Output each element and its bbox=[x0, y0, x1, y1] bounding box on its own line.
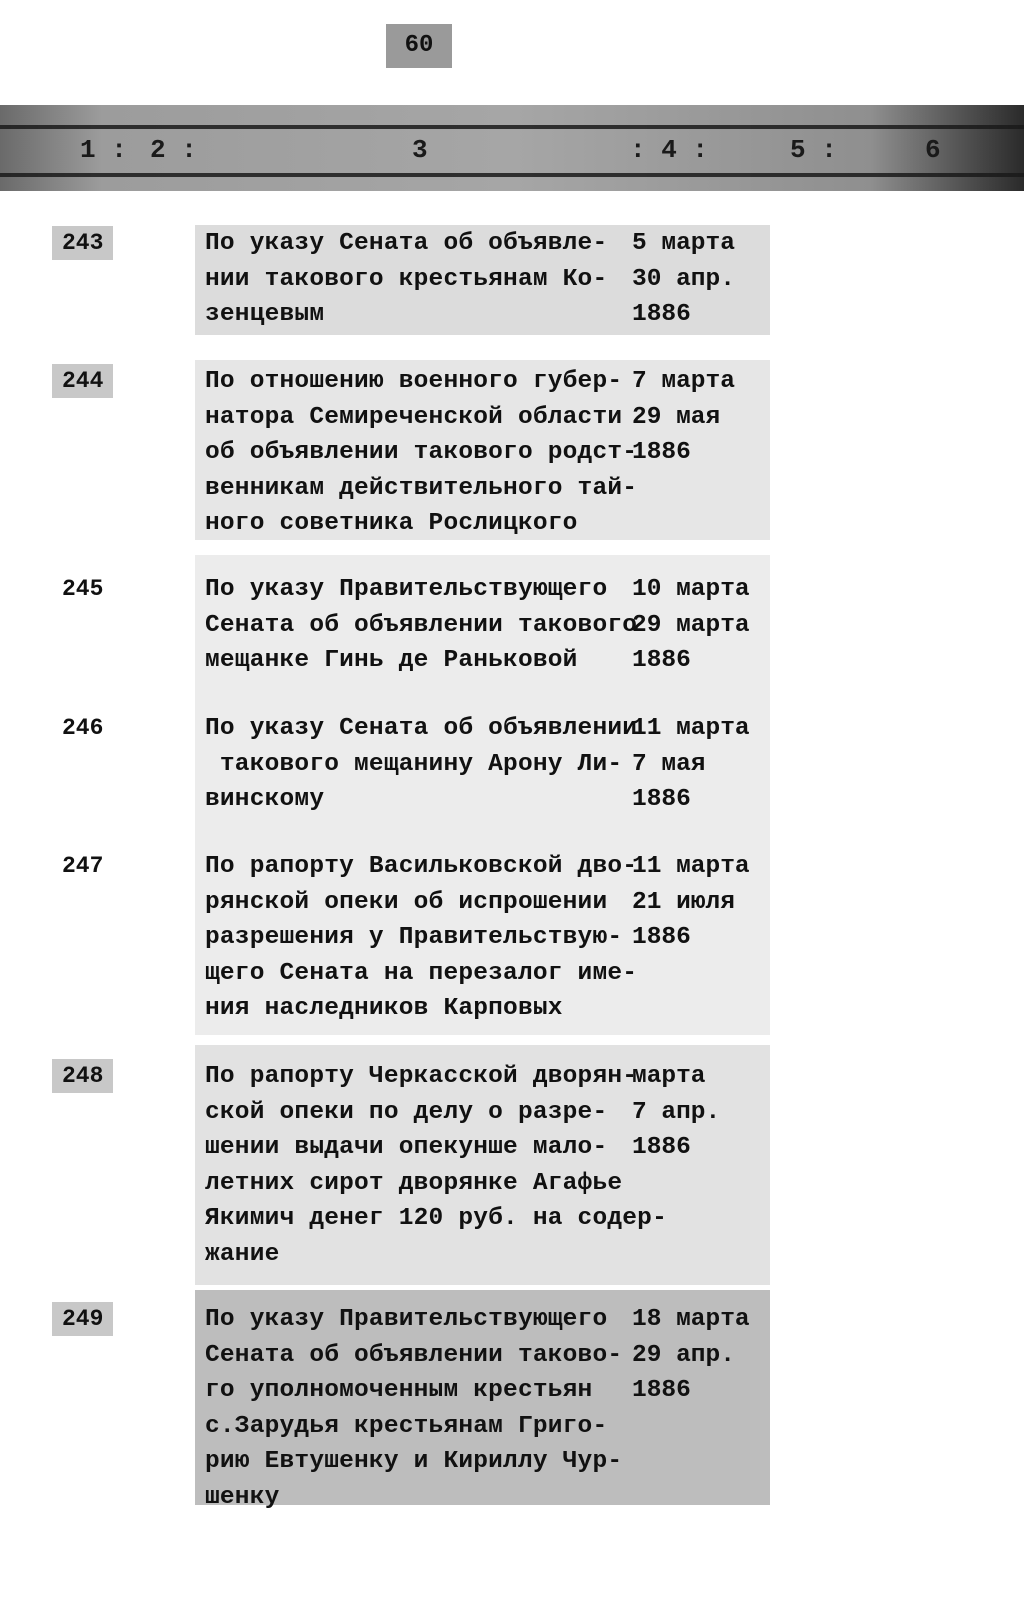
description-line: Якимич денег 120 руб. на содер- bbox=[205, 1205, 667, 1232]
header-col-5: 5 : bbox=[790, 135, 837, 165]
description-line: с.Зарудья крестьянам Григо- bbox=[205, 1412, 608, 1440]
description-line: Сената об объявлении таково- bbox=[205, 1341, 623, 1369]
header-col-4: : 4 : bbox=[630, 135, 709, 165]
date-line: 1886 bbox=[632, 647, 691, 674]
row-description bbox=[205, 849, 637, 1027]
row-description bbox=[205, 226, 607, 333]
description-line: мещанке Гинь де Раньковой bbox=[205, 647, 578, 674]
row-dates bbox=[632, 226, 735, 333]
row-description bbox=[205, 364, 637, 542]
date-line: 7 апр. bbox=[632, 1098, 721, 1126]
row-description bbox=[205, 1302, 622, 1515]
description-line: По указу Правительствующего bbox=[205, 576, 608, 603]
description-line: винскому bbox=[205, 786, 325, 813]
date-line: 5 марта bbox=[632, 230, 735, 257]
row-description bbox=[205, 572, 637, 679]
row-number: 248 bbox=[52, 1059, 113, 1093]
header-col-2: 2 : bbox=[150, 135, 197, 165]
date-line: 7 мая bbox=[632, 750, 706, 778]
description-line: ного советника Рослицкого bbox=[205, 510, 578, 537]
row-dates bbox=[632, 1059, 720, 1166]
date-line: 1886 bbox=[632, 301, 691, 328]
row-number: 247 bbox=[62, 853, 104, 879]
description-line: По указу Правительствующего bbox=[205, 1306, 608, 1333]
header-col-3: 3 bbox=[412, 135, 428, 165]
date-line: 11 марта bbox=[632, 715, 750, 742]
header-rule-top bbox=[0, 125, 1024, 129]
row-number: 245 bbox=[62, 576, 104, 602]
description-line: рянской опеки об испрошении bbox=[205, 888, 608, 916]
description-line: зенцевым bbox=[205, 301, 325, 328]
row-description bbox=[205, 1059, 667, 1272]
description-line: об объявлении такового родст- bbox=[205, 439, 638, 466]
description-line: шенку bbox=[205, 1483, 280, 1511]
header-col-1: 1 : bbox=[80, 135, 127, 165]
row-dates bbox=[632, 572, 750, 679]
description-line: нии такового крестьянам Ко- bbox=[205, 265, 608, 293]
description-line: рию Евтушенку и Кириллу Чур- bbox=[205, 1448, 623, 1475]
row-description bbox=[205, 711, 637, 818]
description-line: По рапорту Черкасской дворян- bbox=[205, 1063, 638, 1090]
description-line: го уполномоченным крестьян bbox=[205, 1377, 593, 1404]
date-line: 29 апр. bbox=[632, 1341, 735, 1369]
date-line: 1886 bbox=[632, 1377, 691, 1404]
description-line: По отношению военного губер- bbox=[205, 368, 623, 395]
description-line: такового мещанину Арону Ли- bbox=[205, 750, 623, 778]
date-line: 29 мая bbox=[632, 403, 721, 431]
description-line: разрешения у Правительствую- bbox=[205, 924, 623, 951]
description-line: венникам действительного тай- bbox=[205, 474, 638, 502]
column-header-band bbox=[0, 105, 1024, 191]
date-line: 7 марта bbox=[632, 368, 735, 395]
row-dates bbox=[632, 364, 735, 471]
row-number: 244 bbox=[52, 364, 113, 398]
date-line: 29 марта bbox=[632, 611, 750, 639]
date-line: 18 марта bbox=[632, 1306, 750, 1333]
row-dates bbox=[632, 711, 750, 818]
row-number: 246 bbox=[62, 715, 104, 741]
description-line: По указу Сената об объявлении bbox=[205, 715, 638, 742]
date-line: 10 марта bbox=[632, 576, 750, 603]
row-number: 249 bbox=[52, 1302, 113, 1336]
header-col-6: 6 bbox=[925, 135, 941, 165]
date-line: 1886 bbox=[632, 924, 691, 951]
description-line: натора Семиреченской области bbox=[205, 403, 623, 431]
description-line: По рапорту Васильковской дво- bbox=[205, 853, 638, 880]
row-dates bbox=[632, 849, 750, 956]
description-line: летних сирот дворянке Агафье bbox=[205, 1169, 623, 1197]
date-line: 11 марта bbox=[632, 853, 750, 880]
description-line: ния наследников Карповых bbox=[205, 995, 563, 1022]
row-number: 243 bbox=[52, 226, 113, 260]
description-line: шении выдачи опекунше мало- bbox=[205, 1134, 608, 1161]
description-line: По указу Сената об объявле- bbox=[205, 230, 608, 257]
header-rule-bottom bbox=[0, 173, 1024, 177]
page-number: 60 bbox=[386, 24, 452, 68]
date-line: 21 июля bbox=[632, 888, 735, 916]
date-line: 1886 bbox=[632, 439, 691, 466]
date-line: 1886 bbox=[632, 1134, 691, 1161]
date-line: 1886 bbox=[632, 786, 691, 813]
date-line: марта bbox=[632, 1063, 706, 1090]
description-line: ской опеки по делу о разре- bbox=[205, 1098, 608, 1126]
description-line: щего Сената на перезалог име- bbox=[205, 959, 638, 987]
description-line: Сената об объявлении такового bbox=[205, 611, 638, 639]
row-dates bbox=[632, 1302, 750, 1409]
description-line: жание bbox=[205, 1240, 280, 1268]
date-line: 30 апр. bbox=[632, 265, 735, 293]
